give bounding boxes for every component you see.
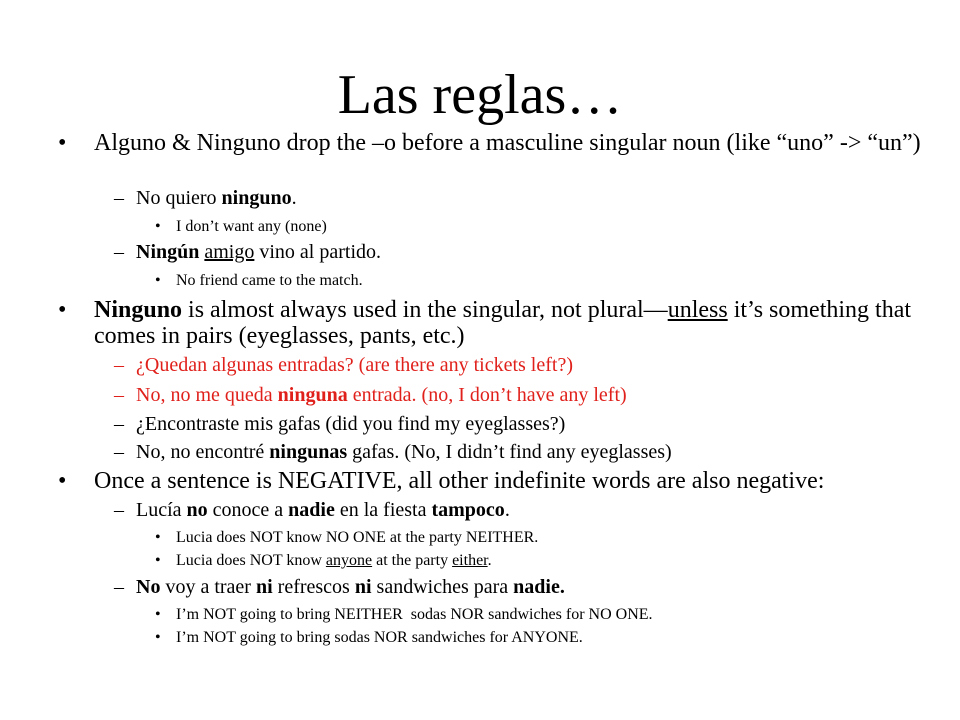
sub-text: ¿Encontraste mis gafas (did you find my eyeglasses?) [136, 413, 566, 435]
sub-text [136, 576, 916, 598]
bold-run: nadie [288, 499, 335, 521]
underlined-run: unless [667, 297, 728, 323]
bold-run: Ninguno [94, 297, 183, 323]
underlined-run: amigo [204, 241, 255, 263]
bullet-text: Once a sentence is NEGATIVE, all other indefinite words are also negative: [94, 468, 825, 494]
dash-marker: – [114, 413, 124, 435]
underlined-run: either [452, 552, 488, 569]
bold-run: ningunas [269, 441, 348, 463]
sub-text [136, 499, 916, 521]
text-run: conoce a [207, 499, 289, 521]
bold-run: Ningún [136, 241, 200, 263]
bold-run: ni [354, 576, 372, 598]
bullet-marker: • [155, 272, 161, 289]
note-text: I’m NOT going to bring NEITHER sodas NOR sandwiches for NO ONE. [176, 606, 653, 623]
text-run: Lucia does NOT know [176, 552, 326, 569]
note-text: I’m NOT going to bring sodas NOR sandwiches for ANYONE. [176, 629, 583, 646]
underlined-run: anyone [325, 552, 373, 569]
text-run: Lucía [136, 499, 187, 521]
dash-marker: – [114, 499, 124, 521]
sub-text [136, 441, 916, 463]
text-run: is almost always used in the singular, not plural— [182, 297, 668, 323]
bold-run: ninguna [277, 384, 348, 406]
bullet-marker: • [155, 629, 161, 646]
text-run: No, no encontré [136, 441, 270, 463]
bold-run: ni [255, 576, 273, 598]
sub-text: ¿Quedan algunas entradas? (are there any tickets left?) [136, 354, 573, 376]
bullet-text: Alguno & Ninguno drop the –o before a masculine singular noun (like “uno” -> “un”) [94, 130, 921, 156]
dash-marker: – [114, 241, 124, 263]
bullet-marker: • [58, 130, 67, 156]
text-run: it’s something that comes in pairs (eyeglasses, pants, etc.) [94, 297, 912, 349]
bullet-marker: • [155, 552, 161, 569]
slide-title: Las reglas… [337, 64, 623, 126]
bullet-marker: • [58, 297, 67, 323]
bullet-text [94, 297, 924, 349]
text-run: No, no me queda [136, 384, 278, 406]
dash-marker: – [114, 187, 124, 209]
text-run: entrada. (no, I don’t have any left) [347, 384, 627, 406]
sub-text [136, 384, 916, 406]
note-text: No friend came to the match. [176, 272, 363, 289]
bold-run: ninguno [221, 187, 292, 209]
note-text: Lucia does NOT know NO ONE at the party NEITHER. [176, 529, 539, 546]
dash-marker: – [114, 441, 124, 463]
dash-marker: – [114, 576, 124, 598]
bold-run: No [136, 576, 161, 598]
note-text: I don’t want any (none) [176, 218, 327, 235]
bullet-marker: • [155, 529, 161, 546]
text-run: gafas. (No, I didn’t find any eyeglasses) [347, 441, 672, 463]
bold-run: tampoco [431, 499, 505, 521]
bold-run: nadie. [513, 576, 565, 598]
dash-marker: – [114, 354, 124, 376]
text-run: voy a traer [160, 576, 256, 598]
sub-text [136, 187, 916, 209]
sub-text [136, 241, 916, 263]
bullet-marker: • [58, 468, 67, 494]
text-run: No quiero [136, 187, 222, 209]
dash-marker: – [114, 384, 124, 406]
text-run: vino al partido. [254, 241, 382, 263]
text-run: . [504, 499, 510, 521]
text-run: . [291, 187, 297, 209]
text-run: sandwiches para [371, 576, 514, 598]
text-run: at the party [372, 552, 453, 569]
bullet-marker: • [155, 218, 161, 235]
bullet-marker: • [155, 606, 161, 623]
bold-run: no [186, 499, 208, 521]
text-run: refrescos [272, 576, 355, 598]
text-run: . [487, 552, 492, 569]
text-run: en la fiesta [334, 499, 432, 521]
note-text [176, 552, 916, 570]
